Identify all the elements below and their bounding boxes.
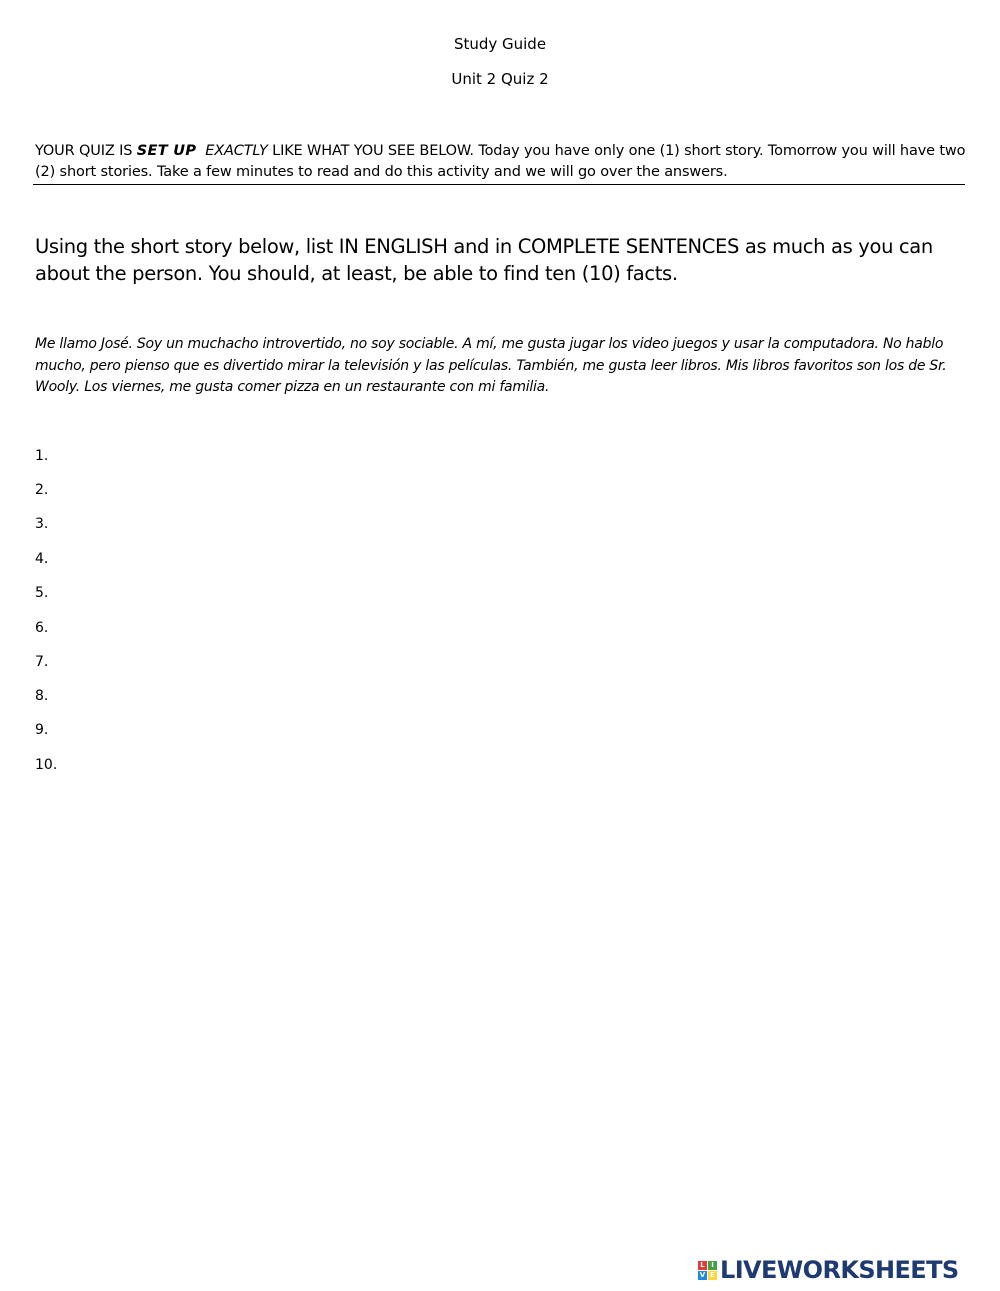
logo-tile-i: I	[708, 1261, 717, 1270]
logo-text: LIVEWORKSHEETS	[720, 1256, 959, 1284]
answer-number: 1.	[35, 448, 49, 464]
answer-number: 2.	[35, 482, 49, 498]
short-story: Me llamo José. Soy un muchacho introvertido, no soy sociable. A mí, me gusta jugar los video juegos y usar la computadora. No hablo mucho, pero pienso que es divertido mirar la televisión y las películas. También, me gusta leer libros. Mis libros favoritos son los de Sr. Wooly. Los viernes, me gusta comer pizza en un restaurante con mi familia.	[35, 336, 947, 395]
answer-number: 4.	[35, 551, 49, 567]
page-subtitle: Unit 2 Quiz 2	[451, 70, 549, 88]
quiz-notice	[35, 141, 970, 183]
answer-number: 9.	[35, 722, 49, 738]
notice-set-up: SET UP	[136, 143, 197, 159]
answer-number: 3.	[35, 516, 49, 532]
answer-number: 6.	[35, 620, 49, 636]
answer-number: 10.	[35, 757, 58, 773]
logo-tile-e: E	[708, 1271, 717, 1280]
logo-tile-l: L	[698, 1261, 707, 1270]
notice-exactly: EXACTLY	[205, 143, 268, 159]
liveworksheets-logo	[698, 1255, 959, 1285]
notice-prefix: YOUR QUIZ IS	[35, 143, 137, 159]
logo-mark-icon	[698, 1261, 717, 1280]
page-title: Study Guide	[453, 35, 547, 53]
divider	[33, 184, 965, 185]
answer-number: 7.	[35, 654, 49, 670]
notice-suffix: LIKE WHAT YOU SEE BELOW. Today you have only one (1) short story. Tomorrow you will have two (2) short stories. Take a few minutes to read and do this activity and we will go over the answers.	[35, 143, 966, 180]
instructions: Using the short story below, list IN ENGLISH and in COMPLETE SENTENCES as much as you can about the person. You should, at least, be able to find ten (10) facts.	[35, 235, 933, 285]
logo-tile-v: V	[699, 1270, 706, 1279]
answer-number: 5.	[35, 585, 49, 601]
answer-number: 8.	[35, 688, 49, 704]
